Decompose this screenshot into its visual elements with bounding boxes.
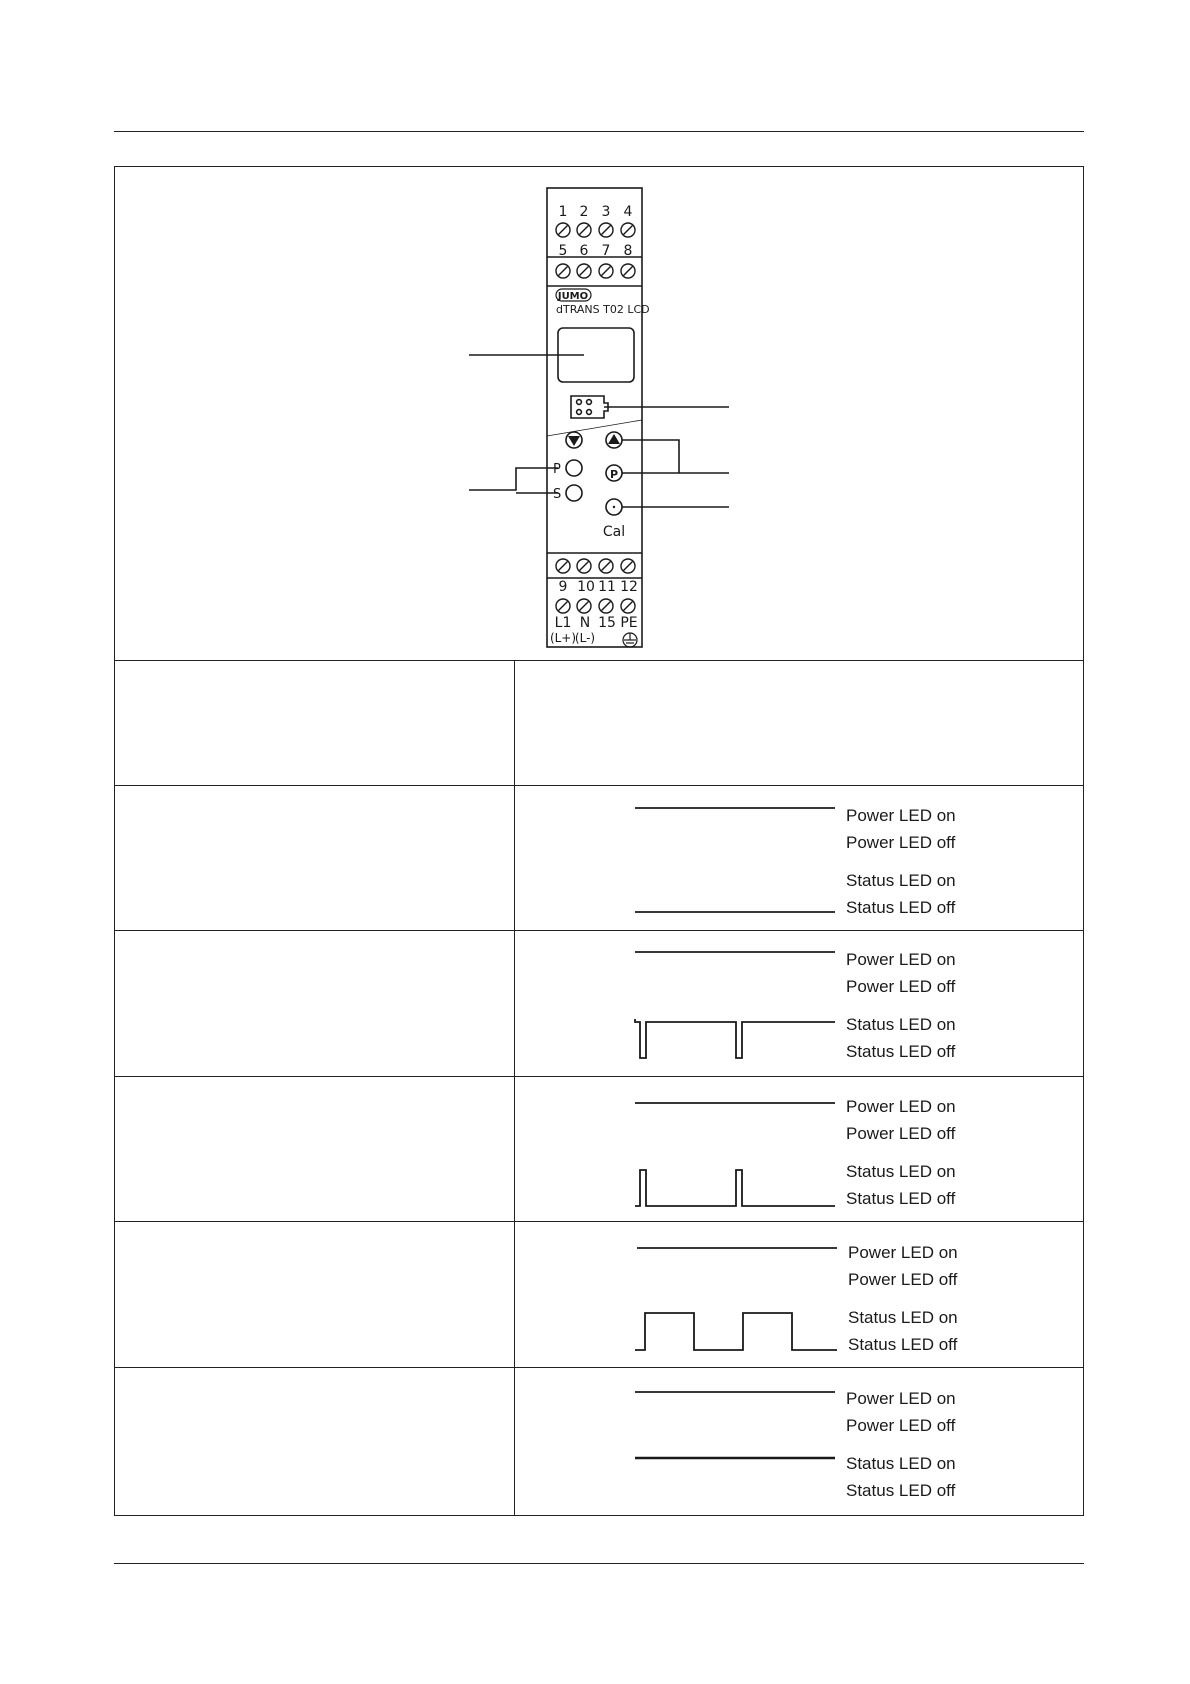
supply-label: (L-) [574,631,596,645]
table-row-divider [114,1221,1084,1222]
power-led-off-label: Power LED off [846,1416,956,1435]
screw-slot [602,602,611,611]
led-label-p: P [553,462,561,477]
terminal-label: 11 [598,579,616,595]
terminal-label: 15 [598,615,616,631]
led-waveform-row-2 [630,940,850,1080]
terminal-label: 7 [601,243,611,259]
terminal-label: 5 [558,243,568,259]
table-row-divider [114,1076,1084,1077]
screw-slot [559,267,568,276]
terminal-label: 1 [558,204,568,220]
terminal-label: 4 [623,204,633,220]
screw-slot [624,226,633,235]
power-led-on-label: Power LED on [846,1389,956,1408]
power-led-off-label: Power LED off [846,977,956,996]
table-row-divider [114,1367,1084,1368]
led-label-s: S [553,487,562,502]
screw-slot [624,562,633,571]
led-waveform-row-5 [630,1377,850,1517]
screw-slot [559,562,568,571]
screw-slot [602,226,611,235]
terminal-label: 12 [620,579,638,595]
earth-symbol [623,633,637,647]
status-led-off-label: Status LED off [846,1042,956,1061]
cal-label: Cal [602,524,626,540]
led-waveform-row-1 [630,795,850,935]
terminal-label: L1 [554,615,572,631]
footer-rule [114,1563,1084,1564]
power-led-on-label: Power LED on [846,950,956,969]
status-led [566,485,582,501]
model-name: dTRANS T02 LCD [556,303,650,316]
status-led-off-label: Status LED off [846,1189,956,1208]
terminal-label: N [579,615,591,631]
status-led-on-label: Status LED on [846,1454,956,1473]
screw-slot [602,267,611,276]
power-led-on-label: Power LED on [846,1097,956,1116]
power-led-off-label: Power LED off [846,1124,956,1143]
terminal-label: 2 [579,204,589,220]
led-waveform-row-4 [630,1231,850,1371]
screw-slot [602,562,611,571]
led-waveform-row-3 [630,1086,850,1226]
status-led-off-label: Status LED off [848,1335,958,1354]
terminal-label: 8 [623,243,633,259]
power-led-off-label: Power LED off [846,833,956,852]
table-row-divider [114,785,1084,786]
power-led [566,460,582,476]
terminal-label: 6 [579,243,589,259]
screw-slot [559,602,568,611]
screw-slot [580,562,589,571]
status-led-on-label: Status LED on [846,1015,956,1034]
p-button-label: P [609,468,619,481]
status-led-on-label: Status LED on [846,871,956,890]
screw-slot [624,267,633,276]
status-led-off-label: Status LED off [846,898,956,917]
status-led-on-label: Status LED on [846,1162,956,1181]
screw-slot [580,226,589,235]
screw-slot [580,267,589,276]
header-rule [114,131,1084,132]
terminal-label: 10 [577,579,595,595]
power-led-off-label: Power LED off [848,1270,958,1289]
terminal-label: PE [620,615,638,631]
table-row-divider [114,660,1084,661]
status-led-on-label: Status LED on [848,1308,958,1327]
terminal-label: 3 [601,204,611,220]
terminal-label: 9 [558,579,568,595]
screw-slot [624,602,633,611]
supply-label: (L+) [549,631,577,645]
status-led-off-label: Status LED off [846,1481,956,1500]
power-led-on-label: Power LED on [848,1243,958,1262]
brand-name: JUMO [557,291,589,302]
table-column-divider [514,660,515,1515]
table-row-divider [114,930,1084,931]
screw-slot [580,602,589,611]
screw-slot [559,226,568,235]
device-diagram [460,185,750,655]
power-led-on-label: Power LED on [846,806,956,825]
